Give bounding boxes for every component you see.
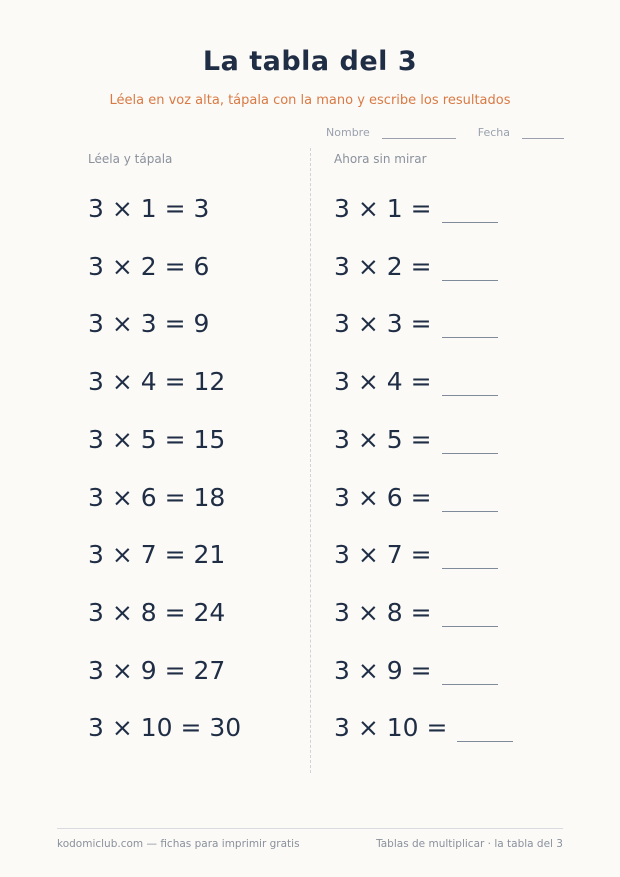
quiz-prompt: 3 × 3 = <box>334 309 432 339</box>
table-row <box>0 594 620 634</box>
footer-divider <box>57 828 563 829</box>
answer-blank[interactable] <box>442 198 498 223</box>
footer-series-text: Tablas de multiplicar · la tabla del 3 <box>376 838 563 850</box>
fact-text: 3 × 10 = 30 <box>88 713 242 743</box>
table-row <box>0 479 620 519</box>
quiz-prompt: 3 × 6 = <box>334 482 432 512</box>
answer-blank[interactable] <box>442 544 498 569</box>
quiz-prompt: 3 × 8 = <box>334 597 432 627</box>
name-date-fields <box>326 126 564 139</box>
quiz-prompt: 3 × 7 = <box>334 540 432 570</box>
fact-text: 3 × 5 = 15 <box>88 424 226 454</box>
table-row <box>0 363 620 403</box>
fact-text: 3 × 1 = 3 <box>88 194 210 223</box>
page-title: La tabla del 3 <box>202 46 418 77</box>
answer-blank[interactable] <box>442 429 498 454</box>
quiz-prompt: 3 × 5 = <box>334 424 432 454</box>
quiz-prompt: 3 × 10 = <box>334 713 448 743</box>
table-row <box>0 305 620 345</box>
table-row <box>0 709 620 749</box>
footer-site-text: kodomiclub.com — fichas para imprimir gratis <box>57 838 300 850</box>
name-blank[interactable] <box>382 128 456 139</box>
quiz-item <box>334 483 498 512</box>
quiz-prompt: 3 × 9 = <box>334 655 432 685</box>
answer-blank[interactable] <box>442 602 498 627</box>
answer-blank[interactable] <box>442 371 498 396</box>
answer-blank[interactable] <box>442 660 498 685</box>
fact-text: 3 × 9 = 27 <box>88 655 226 685</box>
answer-blank[interactable] <box>442 256 498 281</box>
right-column-heading: Ahora sin mirar <box>334 152 427 166</box>
quiz-item <box>334 425 498 454</box>
quiz-item <box>334 367 498 396</box>
quiz-item <box>334 194 498 223</box>
fact-text: 3 × 2 = 6 <box>88 251 210 281</box>
quiz-item <box>334 656 498 685</box>
page-subtitle: Léela en voz alta, tápala con la mano y escribe los resultados <box>109 93 511 108</box>
fact-text: 3 × 4 = 12 <box>88 367 226 397</box>
quiz-prompt: 3 × 2 = <box>334 251 432 281</box>
fact-text: 3 × 6 = 18 <box>88 482 226 512</box>
table-row <box>0 652 620 692</box>
name-label: Nombre <box>326 126 370 139</box>
quiz-prompt: 3 × 4 = <box>334 367 432 397</box>
table-row <box>0 190 620 230</box>
quiz-item <box>334 598 498 627</box>
fact-text: 3 × 8 = 24 <box>88 597 226 627</box>
quiz-item <box>334 713 513 742</box>
answer-blank[interactable] <box>442 487 498 512</box>
quiz-item <box>334 252 498 281</box>
fact-text: 3 × 7 = 21 <box>88 540 226 570</box>
quiz-item <box>334 309 498 338</box>
quiz-prompt: 3 × 1 = <box>334 194 432 223</box>
table-row <box>0 536 620 576</box>
answer-blank[interactable] <box>457 717 513 742</box>
date-label: Fecha <box>477 126 510 139</box>
date-blank[interactable] <box>522 128 564 139</box>
table-row <box>0 248 620 288</box>
quiz-item <box>334 540 498 569</box>
fact-text: 3 × 3 = 9 <box>88 309 210 339</box>
left-column-heading: Léela y tápala <box>88 152 173 166</box>
answer-blank[interactable] <box>442 313 498 338</box>
table-row <box>0 421 620 461</box>
